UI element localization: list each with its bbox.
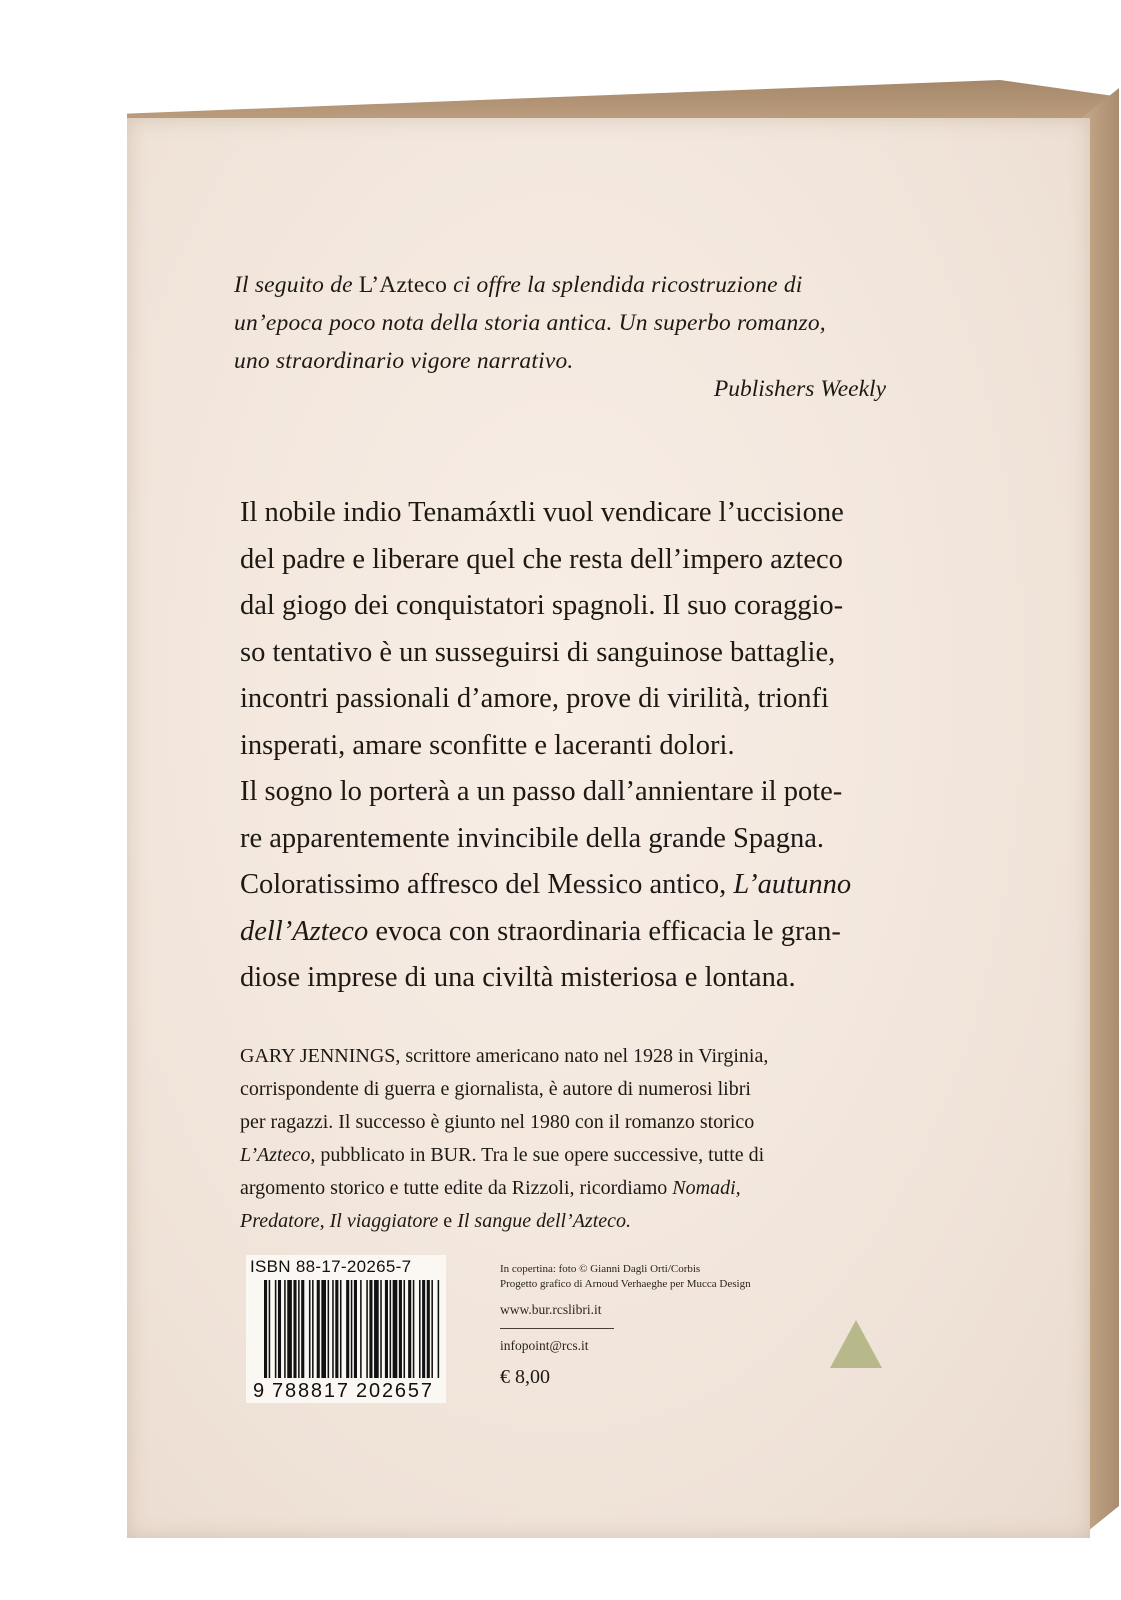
- barcode-bar: [431, 1280, 433, 1378]
- review-quote: [234, 266, 894, 380]
- barcode-bar: [422, 1280, 425, 1378]
- barcode-bar: [413, 1280, 415, 1378]
- barcode-bar: [390, 1280, 392, 1378]
- barcode-bar: [438, 1280, 440, 1378]
- bio-line: [240, 1139, 900, 1172]
- barcode-bar: [321, 1280, 326, 1378]
- blurb-line: diose imprese di una civiltà misteriosa e lontana.: [240, 962, 796, 993]
- barcode-bar: [366, 1280, 368, 1378]
- divider: [500, 1328, 614, 1329]
- barcode-bar: [360, 1280, 362, 1378]
- quote-text: uno straordinario vigore narrativo.: [234, 348, 574, 374]
- barcode-bar: [275, 1280, 277, 1378]
- blurb-line: incontri passionali d’amore, prove di virilità, trionfi: [240, 683, 829, 714]
- isbn-barcode: [246, 1255, 446, 1403]
- design-credit: Progetto grafico di Arnoud Verhaeghe per Mucca Design: [500, 1278, 751, 1290]
- barcode-bar: [293, 1280, 296, 1378]
- barcode-bar: [351, 1280, 353, 1378]
- barcode-bar: [340, 1280, 342, 1378]
- bio-line: corrispondente di guerra e giornalista, è autore di numerosi libri: [240, 1078, 751, 1100]
- bio-line: [240, 1205, 900, 1238]
- blurb: [240, 490, 900, 1002]
- barcode-bar: [298, 1280, 300, 1378]
- logo-triangle: [830, 1320, 882, 1368]
- barcode-bar: [287, 1280, 292, 1378]
- barcode-bar: [404, 1280, 406, 1378]
- barcode-bar: [309, 1280, 311, 1378]
- bio-line: per ragazzi. Il successo è giunto nel 1980 con il romanzo storico: [240, 1111, 755, 1133]
- blurb-text: Coloratissimo affresco del Messico antico,: [240, 869, 734, 900]
- blurb-line: so tentativo è un susseguirsi di sanguinose battaglie,: [240, 636, 836, 668]
- barcode-first-digit: 9: [253, 1380, 265, 1402]
- cover-photo-credit: In copertina: foto © Gianni Dagli Orti/Corbis: [500, 1263, 701, 1275]
- bio-line: [240, 1172, 900, 1205]
- credits: [500, 1262, 810, 1292]
- barcode-bar: [278, 1280, 281, 1378]
- bio-book-title: Predatore, Il viaggiatore: [240, 1210, 439, 1232]
- barcode-bar: [312, 1280, 314, 1378]
- barcode-bar: [408, 1280, 411, 1378]
- bio-book-title: L’Azteco: [240, 1144, 311, 1166]
- barcode-bar: [354, 1280, 357, 1378]
- bio-line: GARY JENNINGS, scrittore americano nato nel 1928 in Virginia,: [240, 1045, 769, 1067]
- blurb-line: insperati, amare sconfitte e laceranti dolori.: [240, 729, 735, 761]
- bio-text: argomento storico e tutte edite da Rizzoli, ricordiamo: [240, 1177, 673, 1199]
- quote-text: un’epoca poco nota della storia antica. Un superbo romanzo,: [234, 310, 826, 336]
- blurb-book-title: L’autunno: [733, 869, 852, 900]
- blurb-line: dal giogo dei conquistatori spagnoli. Il suo coraggio-: [240, 590, 844, 621]
- barcode-bar: [335, 1280, 338, 1378]
- bio-text: , pubblicato in BUR. Tra le sue opere successive, tutte di: [310, 1144, 765, 1166]
- barcode-bar: [301, 1280, 304, 1378]
- barcode-graphic: [252, 1280, 442, 1402]
- bio-text: e: [438, 1210, 458, 1232]
- blurb-book-title: dell’Azteco: [240, 915, 369, 947]
- website-link[interactable]: www.bur.rcslibri.it: [500, 1302, 602, 1317]
- barcode-digits-right: 202657: [356, 1380, 432, 1402]
- barcode-bar: [399, 1280, 402, 1378]
- email-link[interactable]: infopoint@rcs.it: [500, 1338, 589, 1353]
- barcode-bar: [328, 1280, 330, 1378]
- publisher-triangle-logo: [828, 1318, 884, 1370]
- quote-text: Il seguito de: [234, 272, 359, 298]
- barcode-bar: [332, 1280, 334, 1378]
- author-bio: [240, 1040, 900, 1238]
- barcode-bar: [385, 1280, 388, 1378]
- barcode-bar: [427, 1280, 430, 1378]
- blurb-line: Il nobile indio Tenamáxtli vuol vendicare l’uccisione: [240, 497, 844, 528]
- quote-source: Publishers Weekly: [713, 376, 886, 402]
- blurb-line: [240, 862, 900, 909]
- price: € 8,00: [500, 1366, 550, 1388]
- barcode-bar: [346, 1280, 349, 1378]
- barcode-bar: [317, 1280, 320, 1378]
- quote-text: ci offre la splendida ricostruzione di: [447, 272, 803, 298]
- bio-book-title: Il sangue dell’Azteco.: [457, 1210, 632, 1232]
- bio-book-title: Nomadi,: [672, 1177, 741, 1199]
- barcode-bar: [419, 1280, 421, 1378]
- isbn-label: ISBN 88-17-20265-7: [250, 1257, 412, 1276]
- quote-book-title: L’Azteco: [358, 272, 448, 298]
- barcode-bar: [284, 1280, 286, 1378]
- blurb-line: [240, 909, 900, 956]
- barcode-bar: [369, 1280, 372, 1378]
- blurb-text: evoca con straordinaria efficacia le gran-: [368, 915, 841, 947]
- blurb-line: re apparentemente invincibile della grande Spagna.: [240, 822, 824, 854]
- barcode-bar: [393, 1280, 398, 1378]
- barcode-digits-left: 788817: [272, 1380, 348, 1402]
- blurb-line: Il sogno lo porterà a un passo dall’annientare il pote-: [240, 776, 843, 807]
- blurb-line: del padre e liberare quel che resta dell’impero azteco: [240, 543, 843, 575]
